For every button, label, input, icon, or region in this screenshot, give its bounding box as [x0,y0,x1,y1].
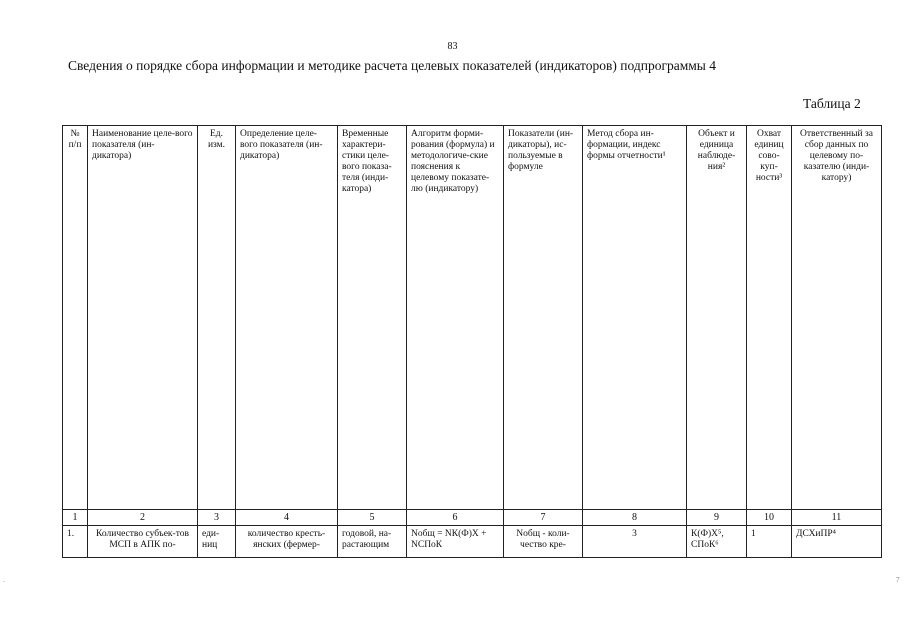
table-row [63,526,882,558]
row-responsible-cell: ДСХиПР⁴ [792,526,882,558]
left-margin-mark: . [3,576,5,584]
column-number: 4 [236,510,338,526]
column-number: 6 [407,510,504,526]
row-formula-cell: Nобщ = NК(Ф)Х + NСПоК [407,526,504,558]
row-number-cell: 1. [63,526,88,558]
column-number: 11 [792,510,882,526]
column-number: 10 [747,510,792,526]
row-unit-cell: еди-ниц [198,526,236,558]
column-number: 2 [88,510,198,526]
right-margin-mark: 7 [896,576,900,584]
document-title: Сведения о порядке сбора информации и методике расчета целевых показателей (индикаторов) подпрограммы 4 [68,58,716,73]
column-number: 1 [63,510,88,526]
column-number-row [63,510,882,526]
header-cell-definition: Определение целе-вого показателя (ин-дикатора) [236,126,338,510]
header-cell-algorithm: Алгоритм форми-рования (формула) и методологиче-ские пояснения к целевому показате-лю (индикатору) [407,126,504,510]
header-cell-responsible: Ответственный за сбор данных по целевому по-казателю (инди-катору) [792,126,882,510]
row-time-cell: годовой, на-растающим [338,526,407,558]
header-cell-name: Наименование целе-вого показателя (ин-дикатора) [88,126,198,510]
header-cell-time: Временные характери-стики целе-вого показа-теля (инди-катора) [338,126,407,510]
column-number: 3 [198,510,236,526]
table-label: Таблица 2 [803,96,861,111]
header-cell-method: Метод сбора ин-формации, индекс формы отчетности¹ [583,126,687,510]
header-cell-unit: Ед. изм. [198,126,236,510]
row-object-cell: К(Ф)Х⁵, СПоК⁶ [687,526,747,558]
header-cell-indicators: Показатели (ин-дикаторы), ис-пользуемые в формуле [504,126,583,510]
column-number: 5 [338,510,407,526]
row-name-cell: Количество субъек-тов МСП в АПК по- [88,526,198,558]
header-cell-coverage: Охват единиц сово-куп-ности³ [747,126,792,510]
column-number: 8 [583,510,687,526]
row-coverage-cell: 1 [747,526,792,558]
indicators-table [62,125,882,558]
header-cell-object: Объект и единица наблюде-ния² [687,126,747,510]
column-number: 9 [687,510,747,526]
row-indicators-cell: Nобщ - коли-чество кре- [504,526,583,558]
page-number: 83 [447,41,458,52]
row-definition-cell: количество кресть-янских (фермер- [236,526,338,558]
column-number: 7 [504,510,583,526]
header-row [63,126,882,510]
header-cell-number: № п/п [63,126,88,510]
row-method-cell: 3 [583,526,687,558]
